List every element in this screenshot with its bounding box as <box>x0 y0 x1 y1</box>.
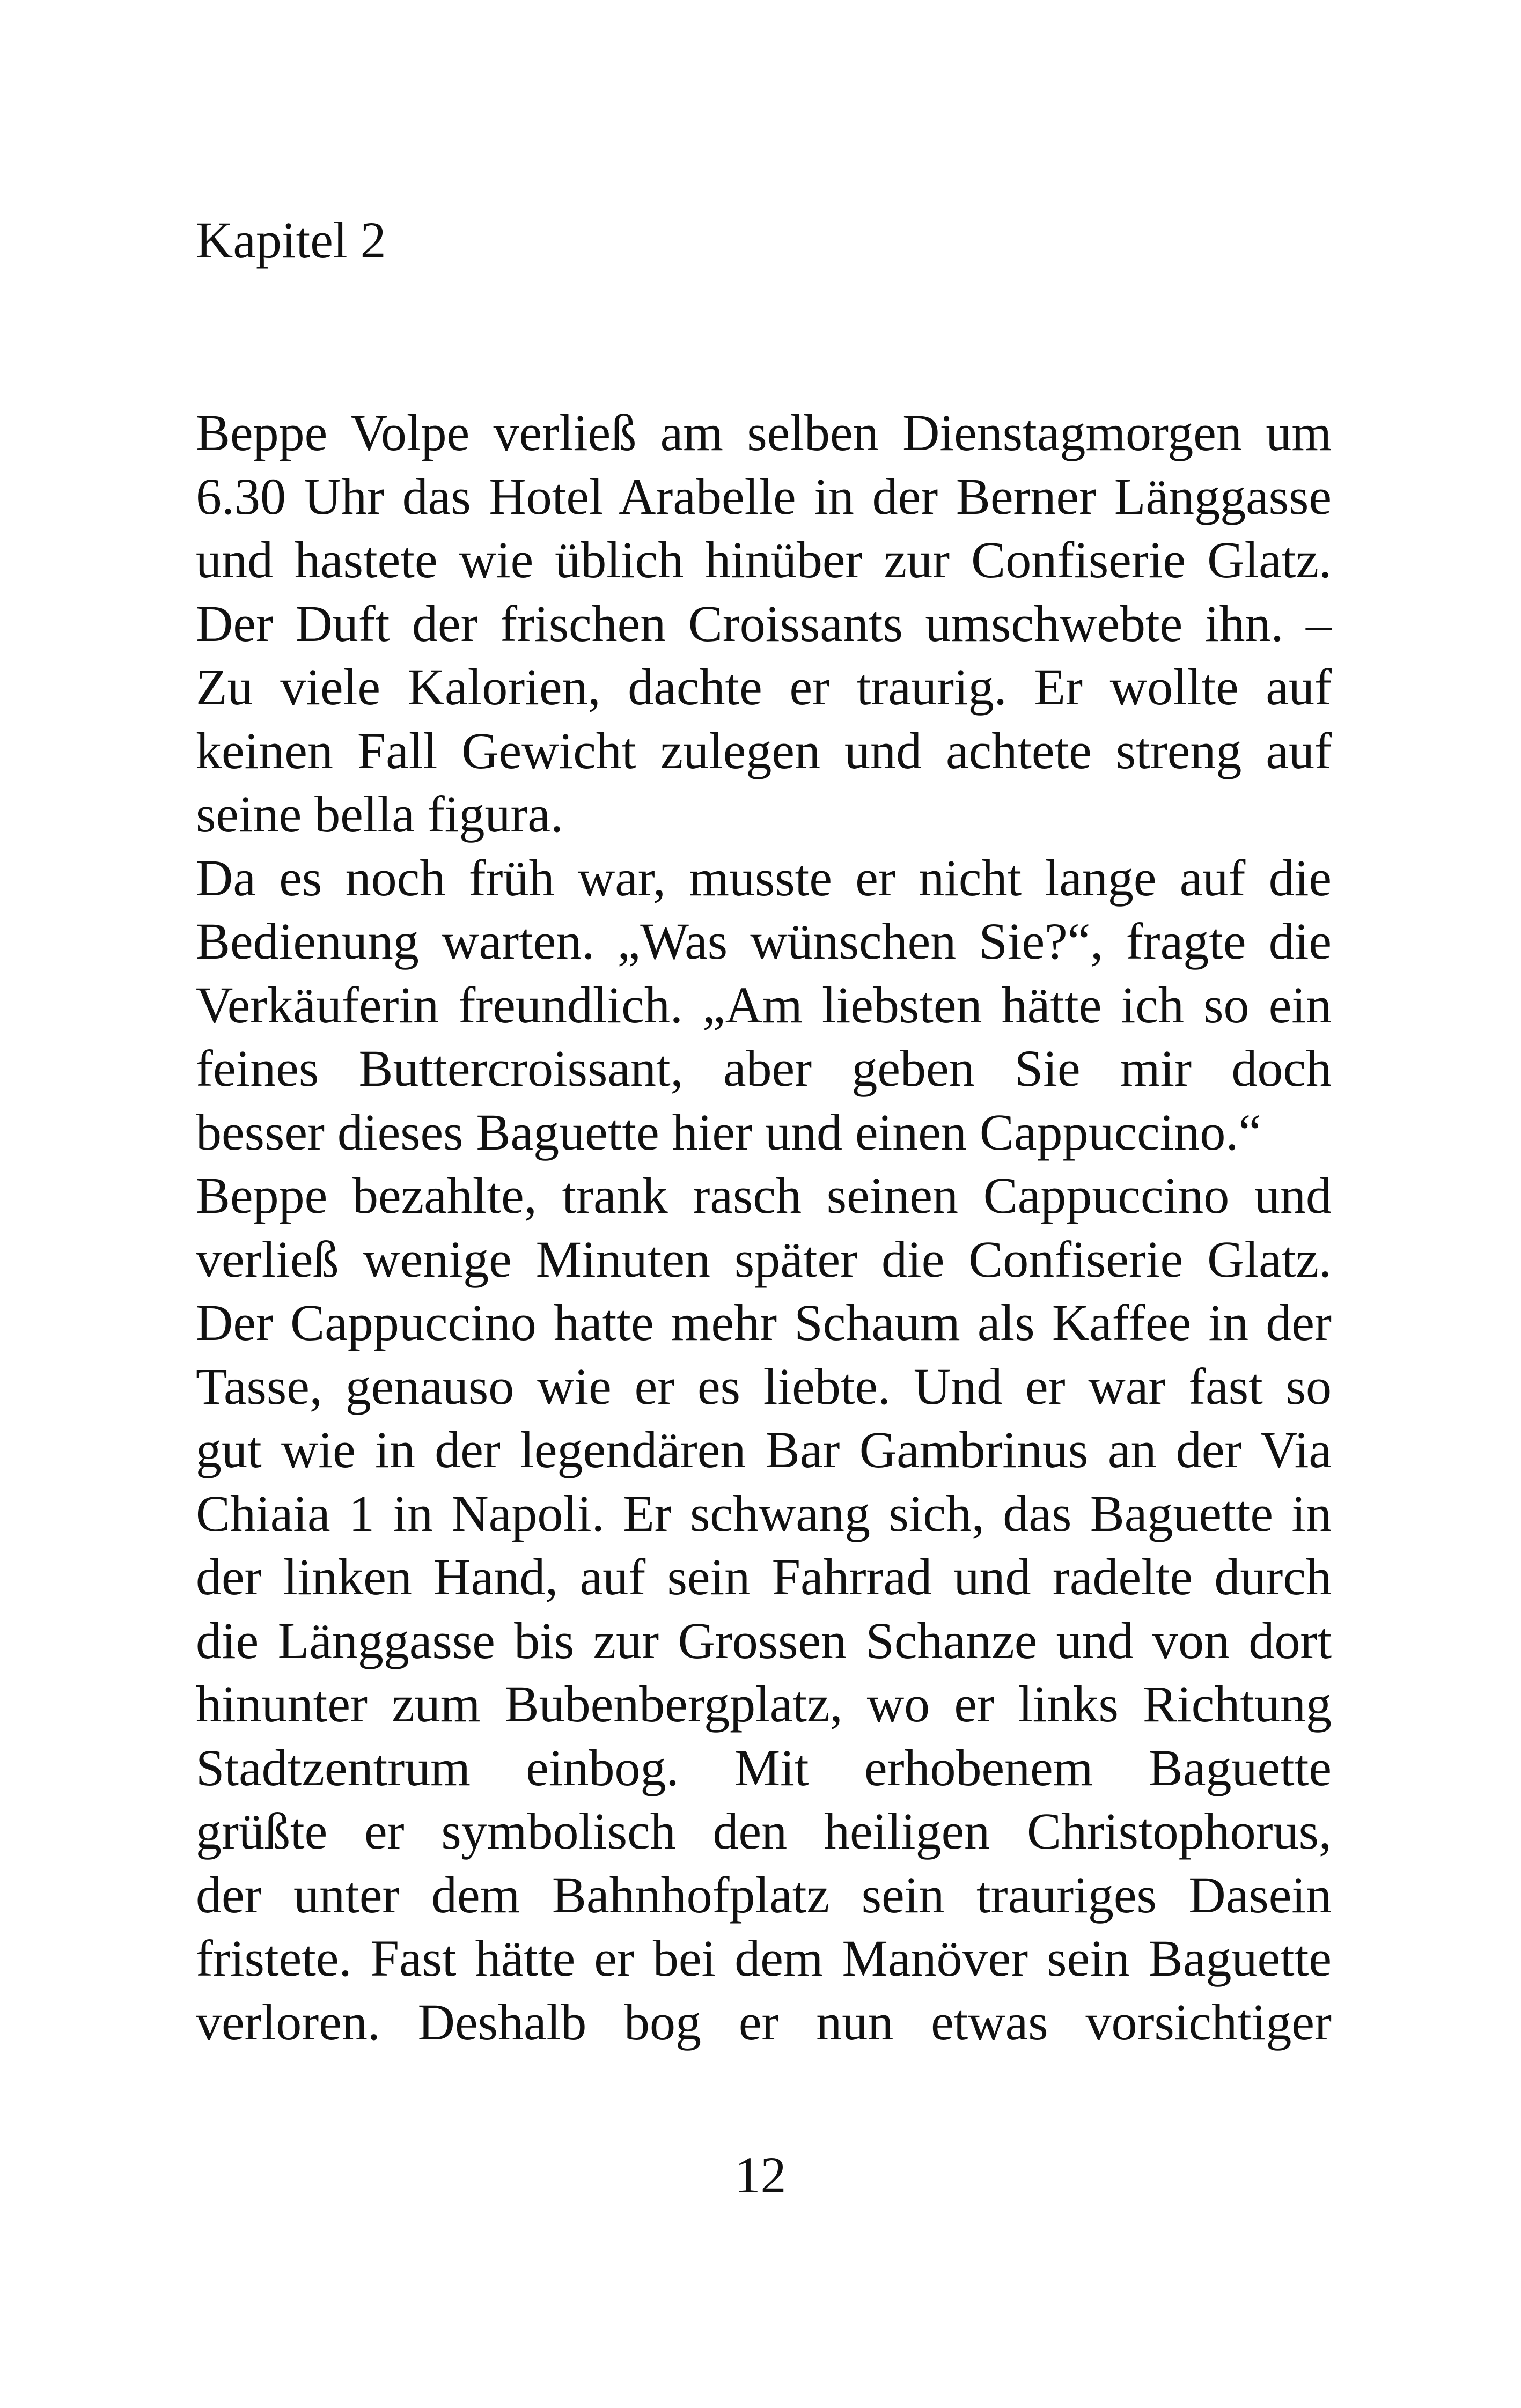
text-line: Chiaia 1 in Napoli. Er schwang sich, das Baguette in <box>196 1484 1332 1542</box>
text-line: grüßte er symbolisch den heiligen Christophorus, <box>196 1802 1332 1860</box>
paragraph <box>196 1164 1332 2054</box>
text-line: Der Cappuccino hatte mehr Schaum als Kaffee in der <box>196 1294 1332 1351</box>
text-line: der linken Hand, auf sein Fahrrad und radelte durch <box>196 1548 1332 1606</box>
text-line: verloren. Deshalb bog er nun etwas vorsichtiger <box>196 1993 1332 2051</box>
paragraph <box>196 401 1332 846</box>
chapter-title: Kapitel 2 <box>196 211 386 269</box>
text-line: besser dieses Baguette hier und einen Cappuccino.“ <box>196 1103 1261 1161</box>
text-line: Der Duft der frischen Croissants umschwebte ihn. – <box>196 594 1332 652</box>
paragraph <box>196 846 1332 1165</box>
text-line: Stadtzentrum einbog. Mit erhobenem Baguette <box>196 1739 1332 1796</box>
body-text <box>196 401 1332 2054</box>
text-line: fristete. Fast hätte er bei dem Manöver sein Baguette <box>196 1930 1332 1987</box>
text-line: gut wie in der legendären Bar Gambrinus an der Via <box>196 1421 1332 1478</box>
text-line: Beppe Volpe verließ am selben Dienstagmorgen um <box>196 404 1332 461</box>
text-line: seine bella figura. <box>196 785 564 843</box>
text-line: Verkäuferin freundlich. „Am liebsten hätte ich so ein <box>196 976 1332 1034</box>
text-line: und hastete wie üblich hinüber zur Confiserie Glatz. <box>196 531 1332 588</box>
text-line: Zu viele Kalorien, dachte er traurig. Er wollte auf <box>196 658 1332 716</box>
text-line: verließ wenige Minuten später die Confiserie Glatz. <box>196 1230 1332 1288</box>
page-number: 12 <box>734 2146 787 2204</box>
text-line: feines Buttercroissant, aber geben Sie mir doch <box>196 1040 1332 1097</box>
text-line: Beppe bezahlte, trank rasch seinen Cappuccino und <box>196 1167 1332 1224</box>
text-line: Bedienung warten. „Was wünschen Sie?“, fragte die <box>196 912 1332 970</box>
text-line: hinunter zum Bubenbergplatz, wo er links Richtung <box>196 1675 1332 1733</box>
text-line: die Länggasse bis zur Grossen Schanze und von dort <box>196 1611 1332 1669</box>
text-line: keinen Fall Gewicht zulegen und achtete streng auf <box>196 721 1332 779</box>
text-line: der unter dem Bahnhofplatz sein trauriges Dasein <box>196 1866 1332 1924</box>
text-line: Da es noch früh war, musste er nicht lange auf die <box>196 849 1332 907</box>
text-line: 6.30 Uhr das Hotel Arabelle in der Berner Länggasse <box>196 467 1332 525</box>
text-line: Tasse, genauso wie er es liebte. Und er war fast so <box>196 1357 1332 1415</box>
